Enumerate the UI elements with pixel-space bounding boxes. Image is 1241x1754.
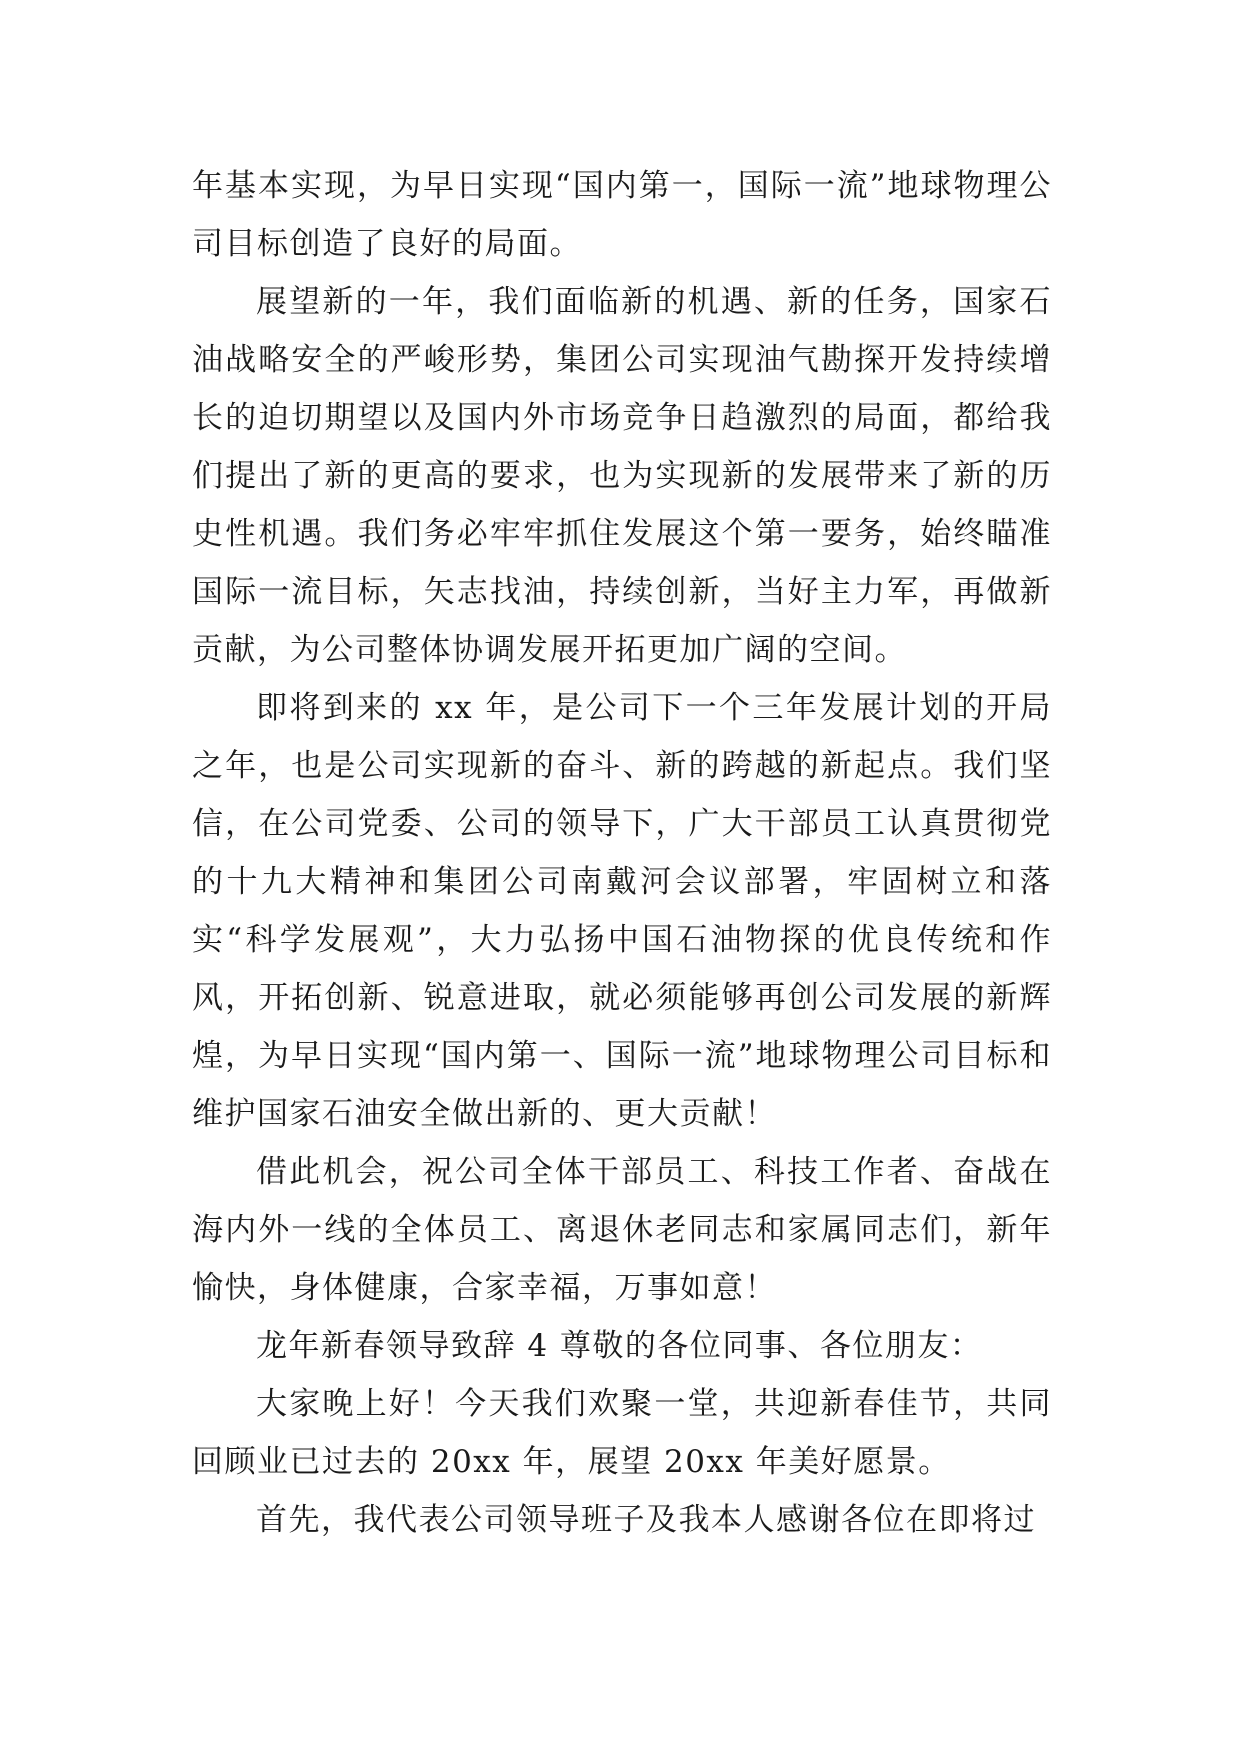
paragraph-speech-heading: 龙年新春领导致辞 4 尊敬的各位同事、各位朋友： [256,1328,983,1364]
document-body [192,157,1052,1549]
paragraph-greetings: 借此机会，祝公司全体干部员工、科技工作者、奋战在海内外一线的全体员工、离退休老同志和家属同志们，新年愉快，身体健康，合家幸福，万事如意！ [192,1154,1052,1306]
paragraph-welcome: 大家晚上好！今天我们欢聚一堂，共迎新春佳节，共同回顾业已过去的 20xx 年，展望 20xx 年美好愿景。 [192,1386,1052,1480]
paragraph-thanks: 首先，我代表公司领导班子及我本人感谢各位在即将过 [256,1502,1036,1538]
paragraph-continuation: 年基本实现，为早日实现“国内第一，国际一流”地球物理公司目标创造了良好的局面。 [192,168,1052,262]
paragraph-outlook: 展望新的一年，我们面临新的机遇、新的任务，国家石油战略安全的严峻形势，集团公司实现油气勘探开发持续增长的迫切期望以及国内外市场竞争日趋激烈的局面，都给我们提出了新的更高的要求，也为实现新的发展带来了新的历史性机遇。我们务必牢牢抓住发展这个第一要务，始终瞄准国际一流目标，矢志找油，持续创新，当好主力军，再做新贡献，为公司整体协调发展开拓更加广阔的空间。 [192,284,1052,668]
paragraph-coming-year: 即将到来的 xx 年，是公司下一个三年发展计划的开局之年，也是公司实现新的奋斗、新的跨越的新起点。我们坚信，在公司党委、公司的领导下，广大干部员工认真贯彻党的十九大精神和集团公司南戴河会议部署，牢固树立和落实“科学发展观”，大力弘扬中国石油物探的优良传统和作风，开拓创新、锐意进取，就必须能够再创公司发展的新辉煌，为早日实现“国内第一、国际一流”地球物理公司目标和维护国家石油安全做出新的、更大贡献！ [192,690,1052,1132]
